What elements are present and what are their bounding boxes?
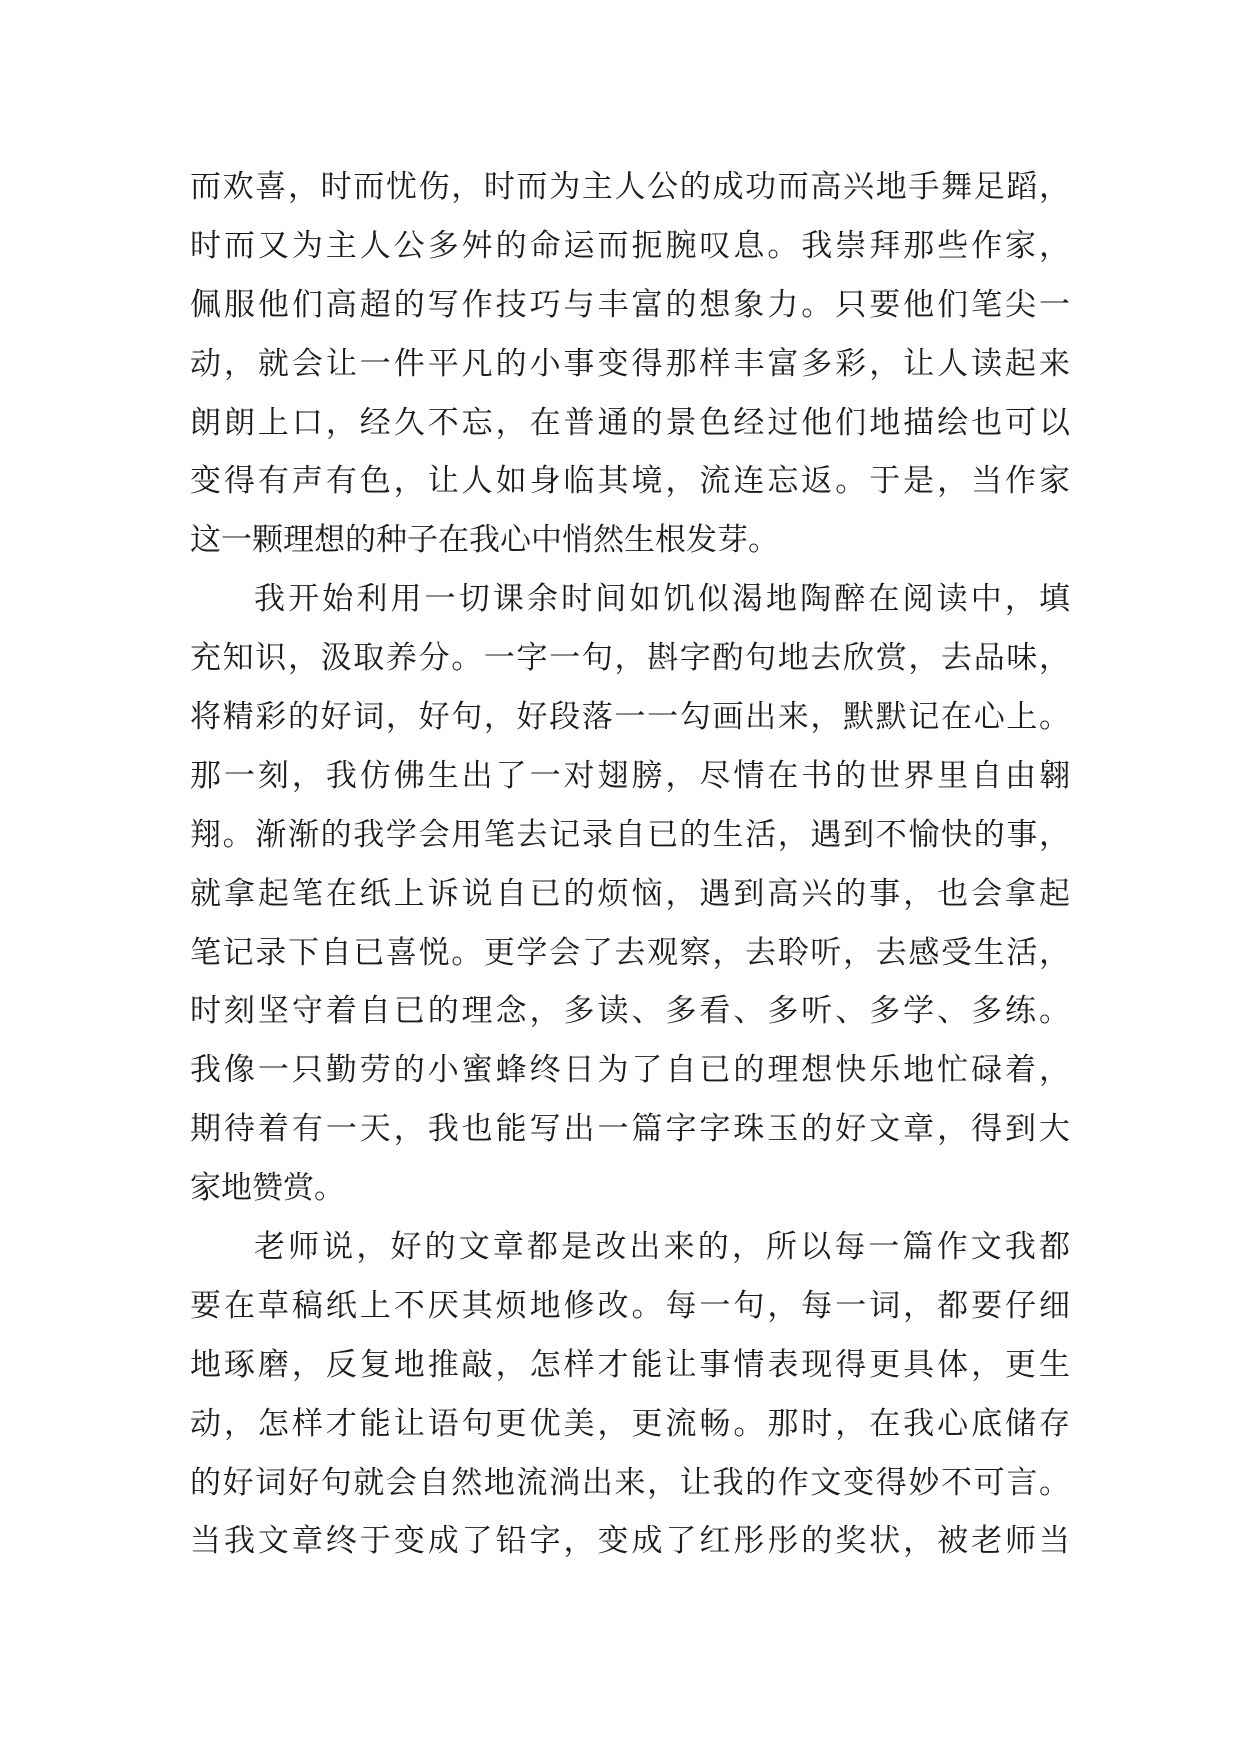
paragraph-3 (190, 1218, 1070, 1571)
paragraph-line: 翔。渐渐的我学会用笔去记录自已的生活，遇到不愉快的事， (190, 816, 1070, 853)
paragraph-line: 就拿起笔在纸上诉说自已的烦恼，遇到高兴的事，也会拿起 (190, 875, 1070, 912)
paragraph-line: 朗朗上口，经久不忘，在普通的景色经过他们地描绘也可以 (190, 404, 1070, 441)
paragraph-line: 当我文章终于变成了铅字，变成了红彤彤的奖状，被老师当 (190, 1523, 1070, 1560)
paragraph-line: 我开始利用一切课余时间如饥似渴地陶醉在阅读中，填 (254, 581, 1070, 618)
paragraph-line: 的好词好句就会自然地流淌出来，让我的作文变得妙不可言。 (190, 1464, 1070, 1501)
paragraph-line: 充知识，汲取养分。一字一句，斟字酌句地去欣赏，去品味， (190, 640, 1070, 677)
paragraph-line: 我像一只勤劳的小蜜蜂终日为了自已的理想快乐地忙碌着， (190, 1052, 1070, 1089)
paragraph-line: 将精彩的好词，好句，好段落一一勾画出来，默默记在心上。 (190, 699, 1070, 736)
paragraph-line: 笔记录下自已喜悦。更学会了去观察，去聆听，去感受生活， (190, 934, 1070, 971)
paragraph-line: 地琢磨，反复地推敲，怎样才能让事情表现得更具体，更生 (190, 1346, 1070, 1383)
paragraph-line: 那一刻，我仿佛生出了一对翅膀，尽情在书的世界里自由翱 (190, 757, 1070, 794)
paragraph-line: 这一颗理想的种子在我心中悄然生根发芽。 (190, 522, 779, 559)
paragraph-line: 时刻坚守着自已的理念，多读、多看、多听、多学、多练。 (190, 993, 1070, 1030)
paragraph-line: 动，怎样才能让语句更优美，更流畅。那时，在我心底储存 (190, 1405, 1070, 1442)
paragraph-line: 老师说，好的文章都是改出来的，所以每一篇作文我都 (254, 1229, 1070, 1266)
paragraph-line: 而欢喜，时而忧伤，时而为主人公的成功而高兴地手舞足蹈， (190, 169, 1070, 205)
paragraph-line: 变得有声有色，让人如身临其境，流连忘返。于是，当作家 (190, 463, 1070, 500)
paragraph-2 (190, 570, 1070, 1218)
paragraph-line: 要在草稿纸上不厌其烦地修改。每一句，每一词，都要仔细 (190, 1287, 1070, 1324)
paragraph-line: 家地赞赏。 (190, 1170, 345, 1207)
paragraph-line: 时而又为主人公多舛的命运而扼腕叹息。我崇拜那些作家， (190, 227, 1070, 264)
paragraph-line: 佩服他们高超的写作技巧与丰富的想象力。只要他们笔尖一 (190, 286, 1070, 323)
essay-body (190, 158, 1070, 1571)
paragraph-line: 动，就会让一件平凡的小事变得那样丰富多彩，让人读起来 (190, 345, 1070, 382)
paragraph-line: 期待着有一天，我也能写出一篇字字珠玉的好文章，得到大 (190, 1111, 1070, 1148)
paragraph-1 (190, 158, 1070, 570)
